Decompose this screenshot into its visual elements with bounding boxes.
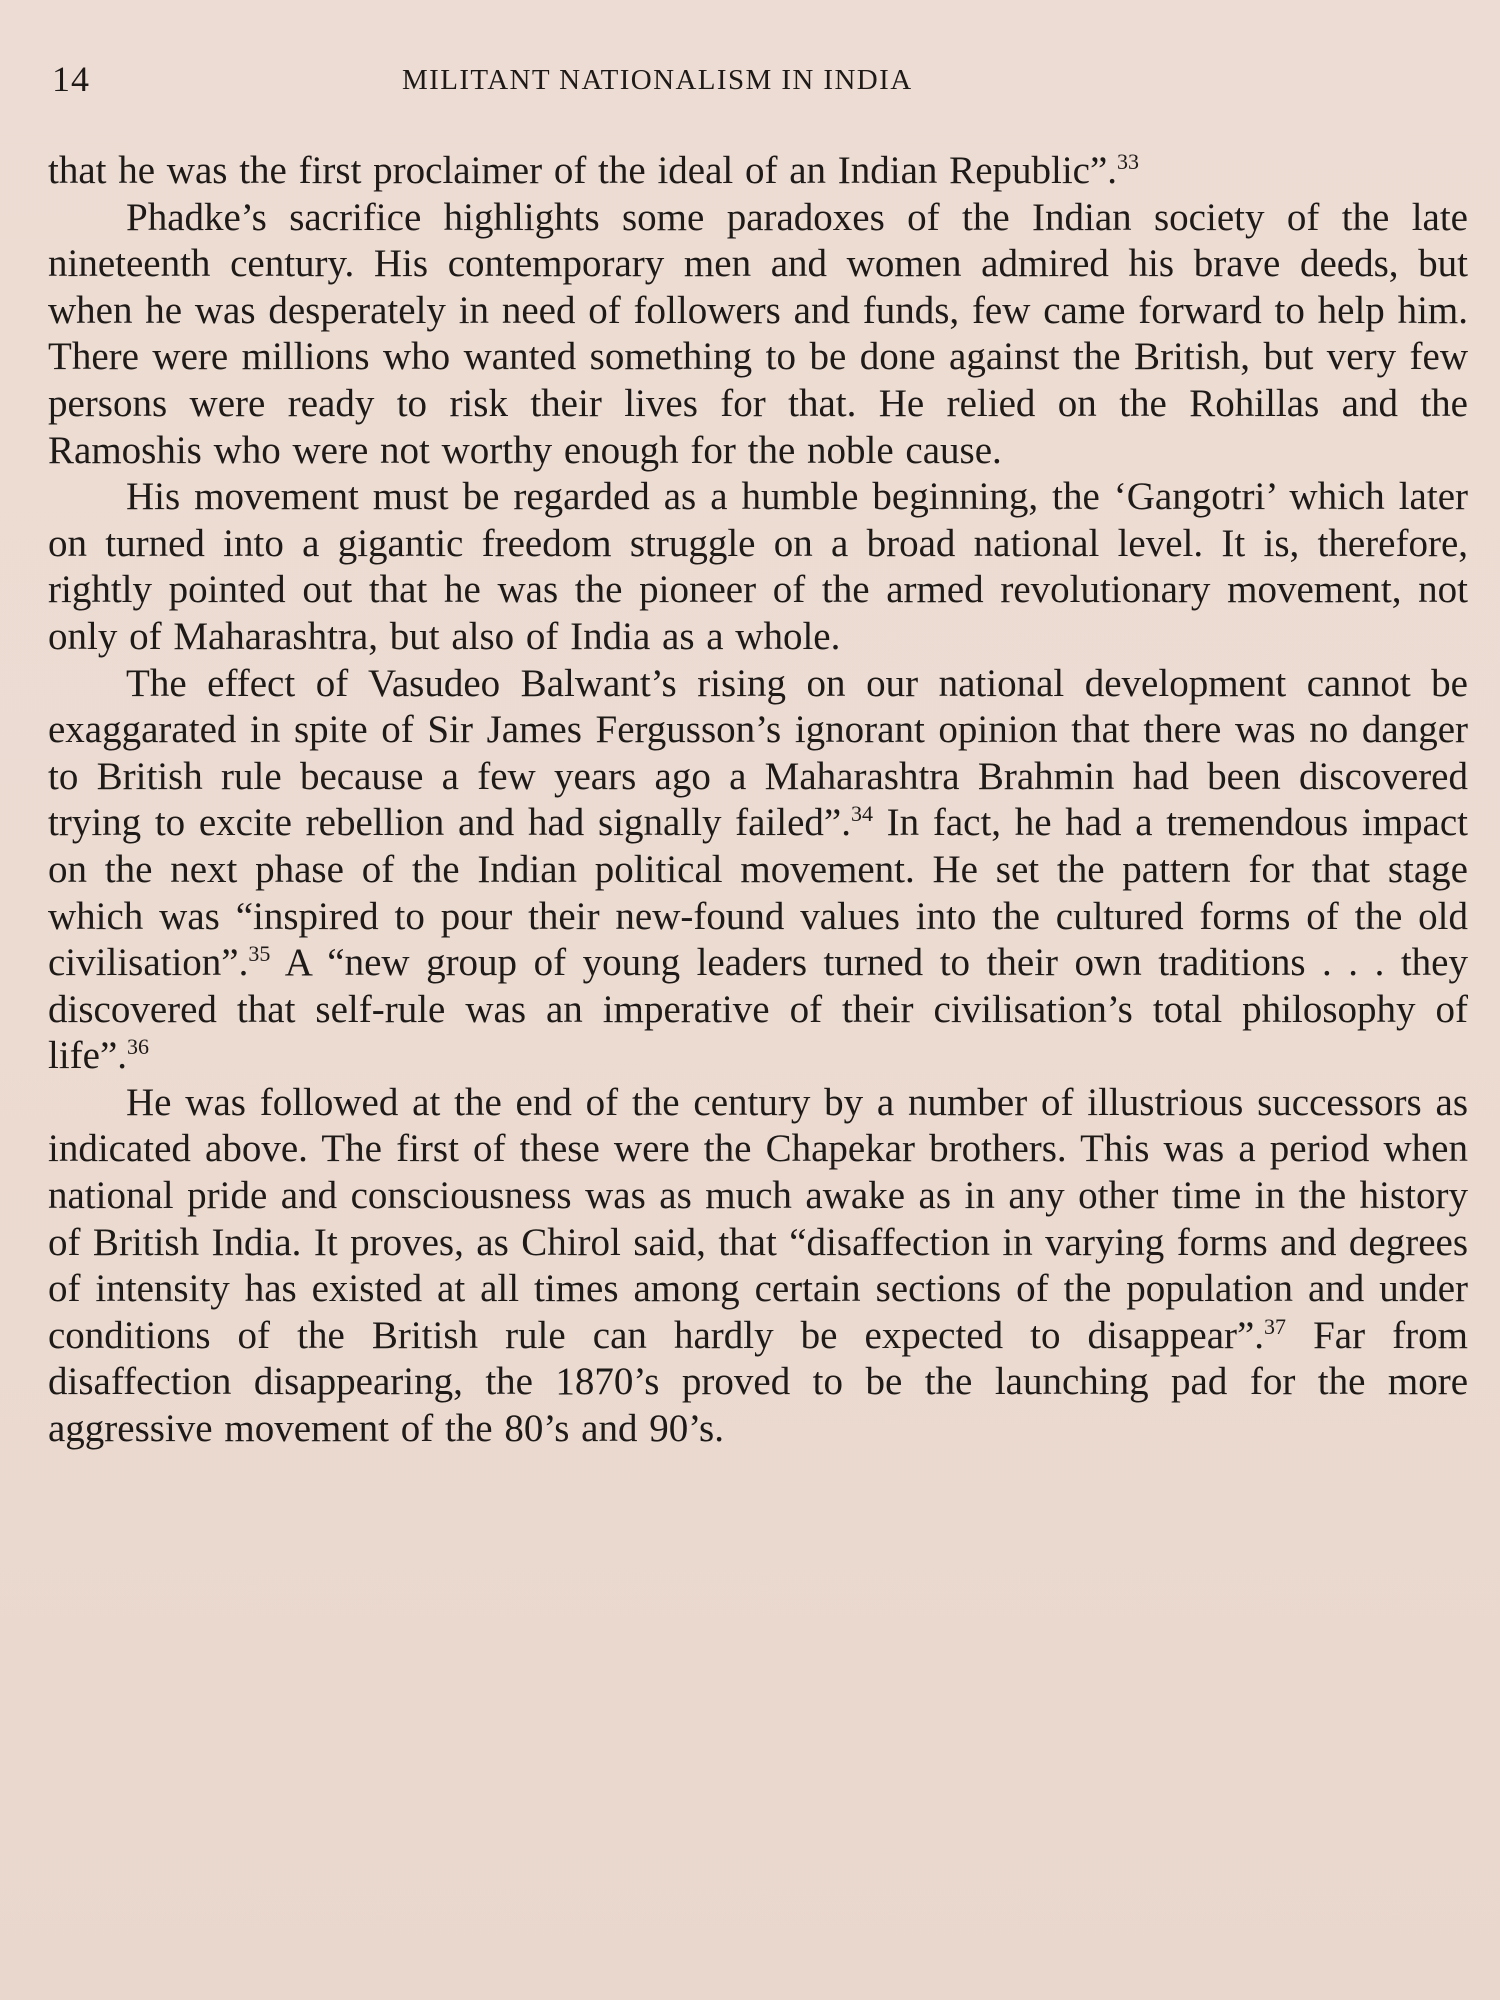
footnote-marker: 36 (127, 1034, 150, 1060)
page-number: 14 (52, 59, 90, 99)
running-title: MILITANT NATIONALISM IN INDIA (402, 64, 913, 96)
paragraph (48, 1080, 1468, 1453)
paragraph-text: His movement must be regarded as a humble beginning, the ‘Gangotri’ which later on turned into a gigantic freedom struggle on a broad national level. It is, therefore, rightly pointed out that he was the pioneer of the armed revolutionary movement, not only of Maharashtra, but also of India as a whole. (48, 475, 1468, 658)
paragraph-text: In fact, he had a tremendous impact on the next phase of the Indian political movement. He set the pattern for that stage which was “inspired to pour their new-found values into the cultured forms of the old civilisation”. (48, 801, 1468, 985)
paragraph-text: The effect of Vasudeo Balwant’s rising on our national development cannot be exaggarated in spite of Sir James Fergusson’s ignorant opinion that there was no danger to British rule because a few years ago a Maharashtra Brahmin had been discovered trying to excite rebellion and had signally failed”. (48, 661, 1468, 845)
paragraph (48, 195, 1468, 475)
footnote-marker: 33 (1117, 149, 1140, 174)
paragraph (48, 661, 1468, 1080)
paragraph-text: Phadke’s sacrifice highlights some paradoxes of the Indian society of the late nineteenth century. His contemporary men and women admired his brave deeds, but when he was desperately in need of followers and funds, few came forward to help him. There were millions who wanted something to be done against the British, but very few persons were ready to risk their lives for that. He relied on the Rohillas and the Ramoshis who were not worthy enough for the noble cause. (48, 195, 1468, 472)
paragraph-text: He was followed at the end of the century by a number of illustrious successors as indicated above. The first of these were the Chapekar brothers. This was a period when national pride and consciousness was as much awake as in any other time in the history of British India. It proves, as Chirol said, that “disaffection in varying forms and degrees of intensity has existed at all times among certain sections of the population and under conditions of the British rule can hardly be expected to disappear”. (48, 1080, 1468, 1357)
footnote-marker: 34 (850, 801, 873, 827)
paragraph-text: that he was the first proclaimer of the ideal of an Indian Republic”. (48, 149, 1118, 192)
paragraph-text: A “new group of young leaders turned to their own traditions . . . they discovered that self-rule was an imperative of their civilisation’s total philosophy of life”. (48, 941, 1468, 1078)
paragraph (48, 474, 1468, 660)
paragraph-continuation (48, 148, 1468, 195)
paragraph-text: Far from disaffection disappearing, the 1870’s proved to be the launching pad for the more aggressive movement of the 80’s and 90’s. (48, 1313, 1468, 1451)
footnote-marker: 35 (248, 941, 271, 967)
body-text (48, 148, 1468, 1453)
running-head (52, 58, 1472, 108)
footnote-marker: 37 (1264, 1313, 1287, 1339)
